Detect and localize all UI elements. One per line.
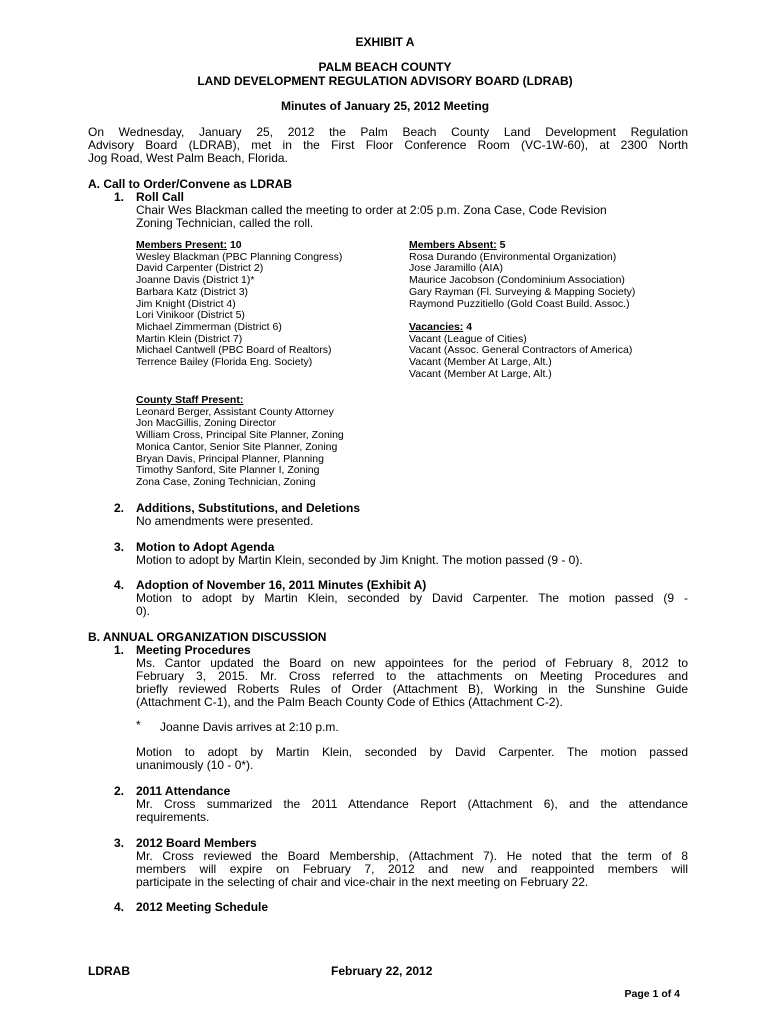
item-number: 3. [114,836,125,850]
county-title: PALM BEACH COUNTY [318,60,452,74]
list-item: Jose Jaramillo (AIA) [409,262,503,275]
item-number: 3. [114,540,125,554]
intro-line-3: Jog Road, West Palm Beach, Florida. [88,151,288,165]
item-a4-line-1: Motion to adopt by Martin Klein, seconded by David Carpenter. The motion passed (9 - [136,591,688,605]
item-b4-title: 2012 Meeting Schedule [136,900,269,914]
item-b3-line-2: members will expire on February 7, 2012 and new and reappointed members will [136,862,688,876]
section-a-heading: A. Call to Order/Convene as LDRAB [88,177,293,191]
page-number: Page 1 of 4 [624,988,680,1000]
vacancies-list [409,322,632,381]
item-b3-line-1: Mr. Cross reviewed the Board Membership, (Attachment 7). He noted that the term of 8 [136,849,688,863]
roll-call-line-1: Chair Wes Blackman called the meeting to order at 2:05 p.m. Zona Case, Code Revision [136,203,607,217]
intro-line-2: Advisory Board (LDRAB), met in the First Floor Conference Room (VC-1W-60), at 2300 North [88,138,688,152]
list-item: Michael Zimmerman (District 6) [136,320,282,333]
vacancies-count: 4 [463,321,473,333]
item-number: 2. [114,784,125,798]
section-b-heading: B. ANNUAL ORGANIZATION DISCUSSION [88,630,327,644]
list-item: Raymond Puzzitiello (Gold Coast Build. Assoc.) [409,297,630,310]
note-asterisk: * [136,718,141,732]
list-item: Jon MacGillis, Zoning Director [136,417,277,430]
members-absent-count: 5 [496,239,506,251]
list-item: Zona Case, Zoning Technician, Zoning [136,475,316,488]
list-item: Jim Knight (District 4) [136,297,236,310]
members-present-label: Members Present: [136,239,228,251]
list-item: David Carpenter (District 2) [136,262,264,275]
item-number: 2. [114,501,125,515]
item-a4-title: Adoption of November 16, 2011 Minutes (Exhibit A) [136,578,427,592]
intro-line-1: On Wednesday, January 25, 2012 the Palm Beach County Land Development Regulation [88,125,688,139]
members-absent-heading [409,240,635,252]
list-item: Wesley Blackman (PBC Planning Congress) [136,250,343,263]
item-a4-line-2: 0). [136,604,151,618]
roll-call-line-2: Zoning Technician, called the roll. [136,216,314,230]
vacancies-label: Vacancies: [409,321,464,333]
item-number: 1. [114,643,125,657]
list-item: Michael Cantwell (PBC Board of Realtors) [136,344,332,357]
item-b1-line-4: (Attachment C-1), and the Palm Beach County Code of Ethics (Attachment C-2). [136,695,563,709]
minutes-title: Minutes of January 25, 2012 Meeting [280,99,490,113]
members-absent-list [409,240,635,310]
list-item: Vacant (Member At Large, Alt.) [409,356,552,369]
board-title: LAND DEVELOPMENT REGULATION ADVISORY BOARD (LDRAB) [197,74,573,88]
item-b1-line-1: Ms. Cantor updated the Board on new appointees for the period of February 8, 2012 to [136,656,688,670]
item-b2-line-1: Mr. Cross summarized the 2011 Attendance Report (Attachment 6), and the attendance [136,797,688,811]
vacancies-heading [409,322,632,334]
item-b1-motion-2: unanimously (10 - 0*). [136,758,254,772]
arrival-note: Joanne Davis arrives at 2:10 p.m. [160,720,339,734]
item-b2-line-2: requirements. [136,810,210,824]
item-a2-title: Additions, Substitutions, and Deletions [136,501,360,515]
list-item: Timothy Sanford, Site Planner I, Zoning [136,464,320,477]
list-item: Vacant (Assoc. General Contractors of America) [409,344,633,357]
item-b3-line-3: participate in the selecting of chair and vice-chair in the next meeting on February 22. [136,875,589,889]
item-a3-title: Motion to Adopt Agenda [136,540,275,554]
exhibit-label: EXHIBIT A [355,35,415,49]
list-item: Rosa Durando (Environmental Organization) [409,250,617,263]
members-present-list [136,240,342,369]
item-number: 4. [114,900,125,914]
members-present-count: 10 [227,239,242,251]
members-present-heading [136,240,342,252]
item-b1-motion-1: Motion to adopt by Martin Klein, seconded by David Carpenter. The motion passed [136,745,688,759]
list-item: Maurice Jacobson (Condominium Association) [409,274,625,287]
list-item: Bryan Davis, Principal Planner, Planning [136,452,324,465]
item-a2-text: No amendments were presented. [136,514,314,528]
footer-board: LDRAB [88,964,130,978]
roll-call-title: Roll Call [136,190,185,204]
list-item: Martin Klein (District 7) [136,332,243,345]
item-a3-text: Motion to adopt by Martin Klein, seconded by Jim Knight. The motion passed (9 - 0). [136,553,583,567]
list-item: William Cross, Principal Site Planner, Zoning [136,429,344,442]
item-b2-title: 2011 Attendance [136,784,231,798]
list-item: Barbara Katz (District 3) [136,285,249,298]
item-b1-line-2: February 3, 2015. Mr. Cross referred to the attachments on Meeting Procedures and [136,669,688,683]
list-item: Vacant (League of Cities) [409,332,527,345]
county-staff-list [136,395,344,489]
item-b3-title: 2012 Board Members [136,836,257,850]
list-item: Lori Vinikoor (District 5) [136,309,245,322]
item-number: 1. [114,190,125,204]
list-item: Leonard Berger, Assistant County Attorney [136,405,334,418]
list-item: Monica Cantor, Senior Site Planner, Zoning [136,440,338,453]
item-b1-line-3: briefly reviewed Roberts Rules of Order (Attachment B), Working in the Sunshine Guide [136,682,688,696]
footer-date: February 22, 2012 [331,964,433,978]
item-b1-title: Meeting Procedures [136,643,251,657]
county-staff-heading: County Staff Present: [136,394,244,406]
item-number: 4. [114,578,125,592]
members-absent-label: Members Absent: [409,239,497,251]
list-item: Gary Rayman (Fl. Surveying & Mapping Society) [409,285,636,298]
list-item: Terrence Bailey (Florida Eng. Society) [136,356,313,369]
list-item: Vacant (Member At Large, Alt.) [409,367,552,380]
list-item: Joanne Davis (District 1)* [136,274,255,287]
